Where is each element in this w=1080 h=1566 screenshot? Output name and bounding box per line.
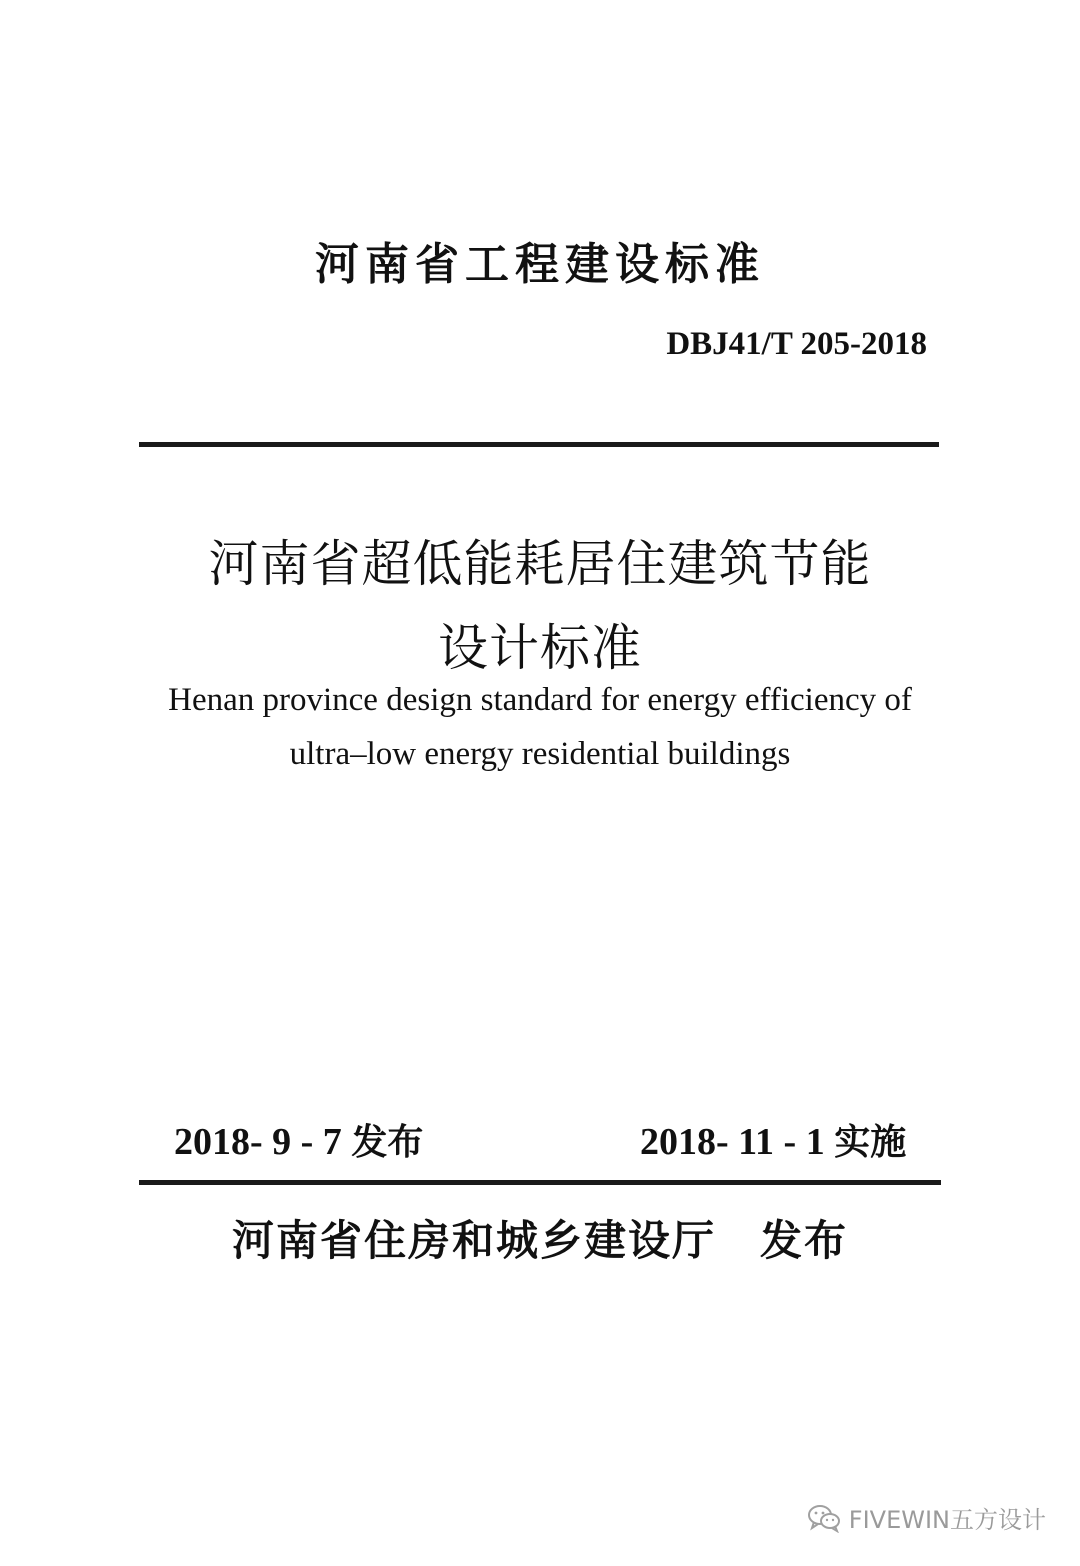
watermark-text: FIVEWIN五方设计 [848, 1506, 1046, 1534]
series-title: 河南省工程建设标准 [315, 239, 765, 290]
issue-date-block [174, 1114, 423, 1165]
issue-date: 2018- 9 - 7 [174, 1121, 342, 1163]
title-en-line2: ultra–low energy residential buildings [289, 736, 791, 772]
effective-date-block [640, 1114, 906, 1165]
standard-code: DBJ41/T 205-2018 [666, 326, 927, 362]
bottom-divider [139, 1180, 941, 1185]
wechat-icon [807, 1503, 841, 1533]
top-divider [139, 442, 939, 447]
issue-label: 发布 [351, 1122, 424, 1163]
title-cn-line1: 河南省超低能耗居住建筑节能 [208, 535, 872, 593]
effective-date: 2018- 11 - 1 [640, 1121, 825, 1163]
title-en-line1: Henan province design standard for energy efficiency of [168, 682, 912, 718]
effective-label: 实施 [834, 1122, 907, 1163]
title-cn-line2: 设计标准 [438, 619, 642, 677]
publisher: 河南省住房和城乡建设厅 发布 [231, 1216, 848, 1265]
watermark [807, 1500, 1046, 1535]
